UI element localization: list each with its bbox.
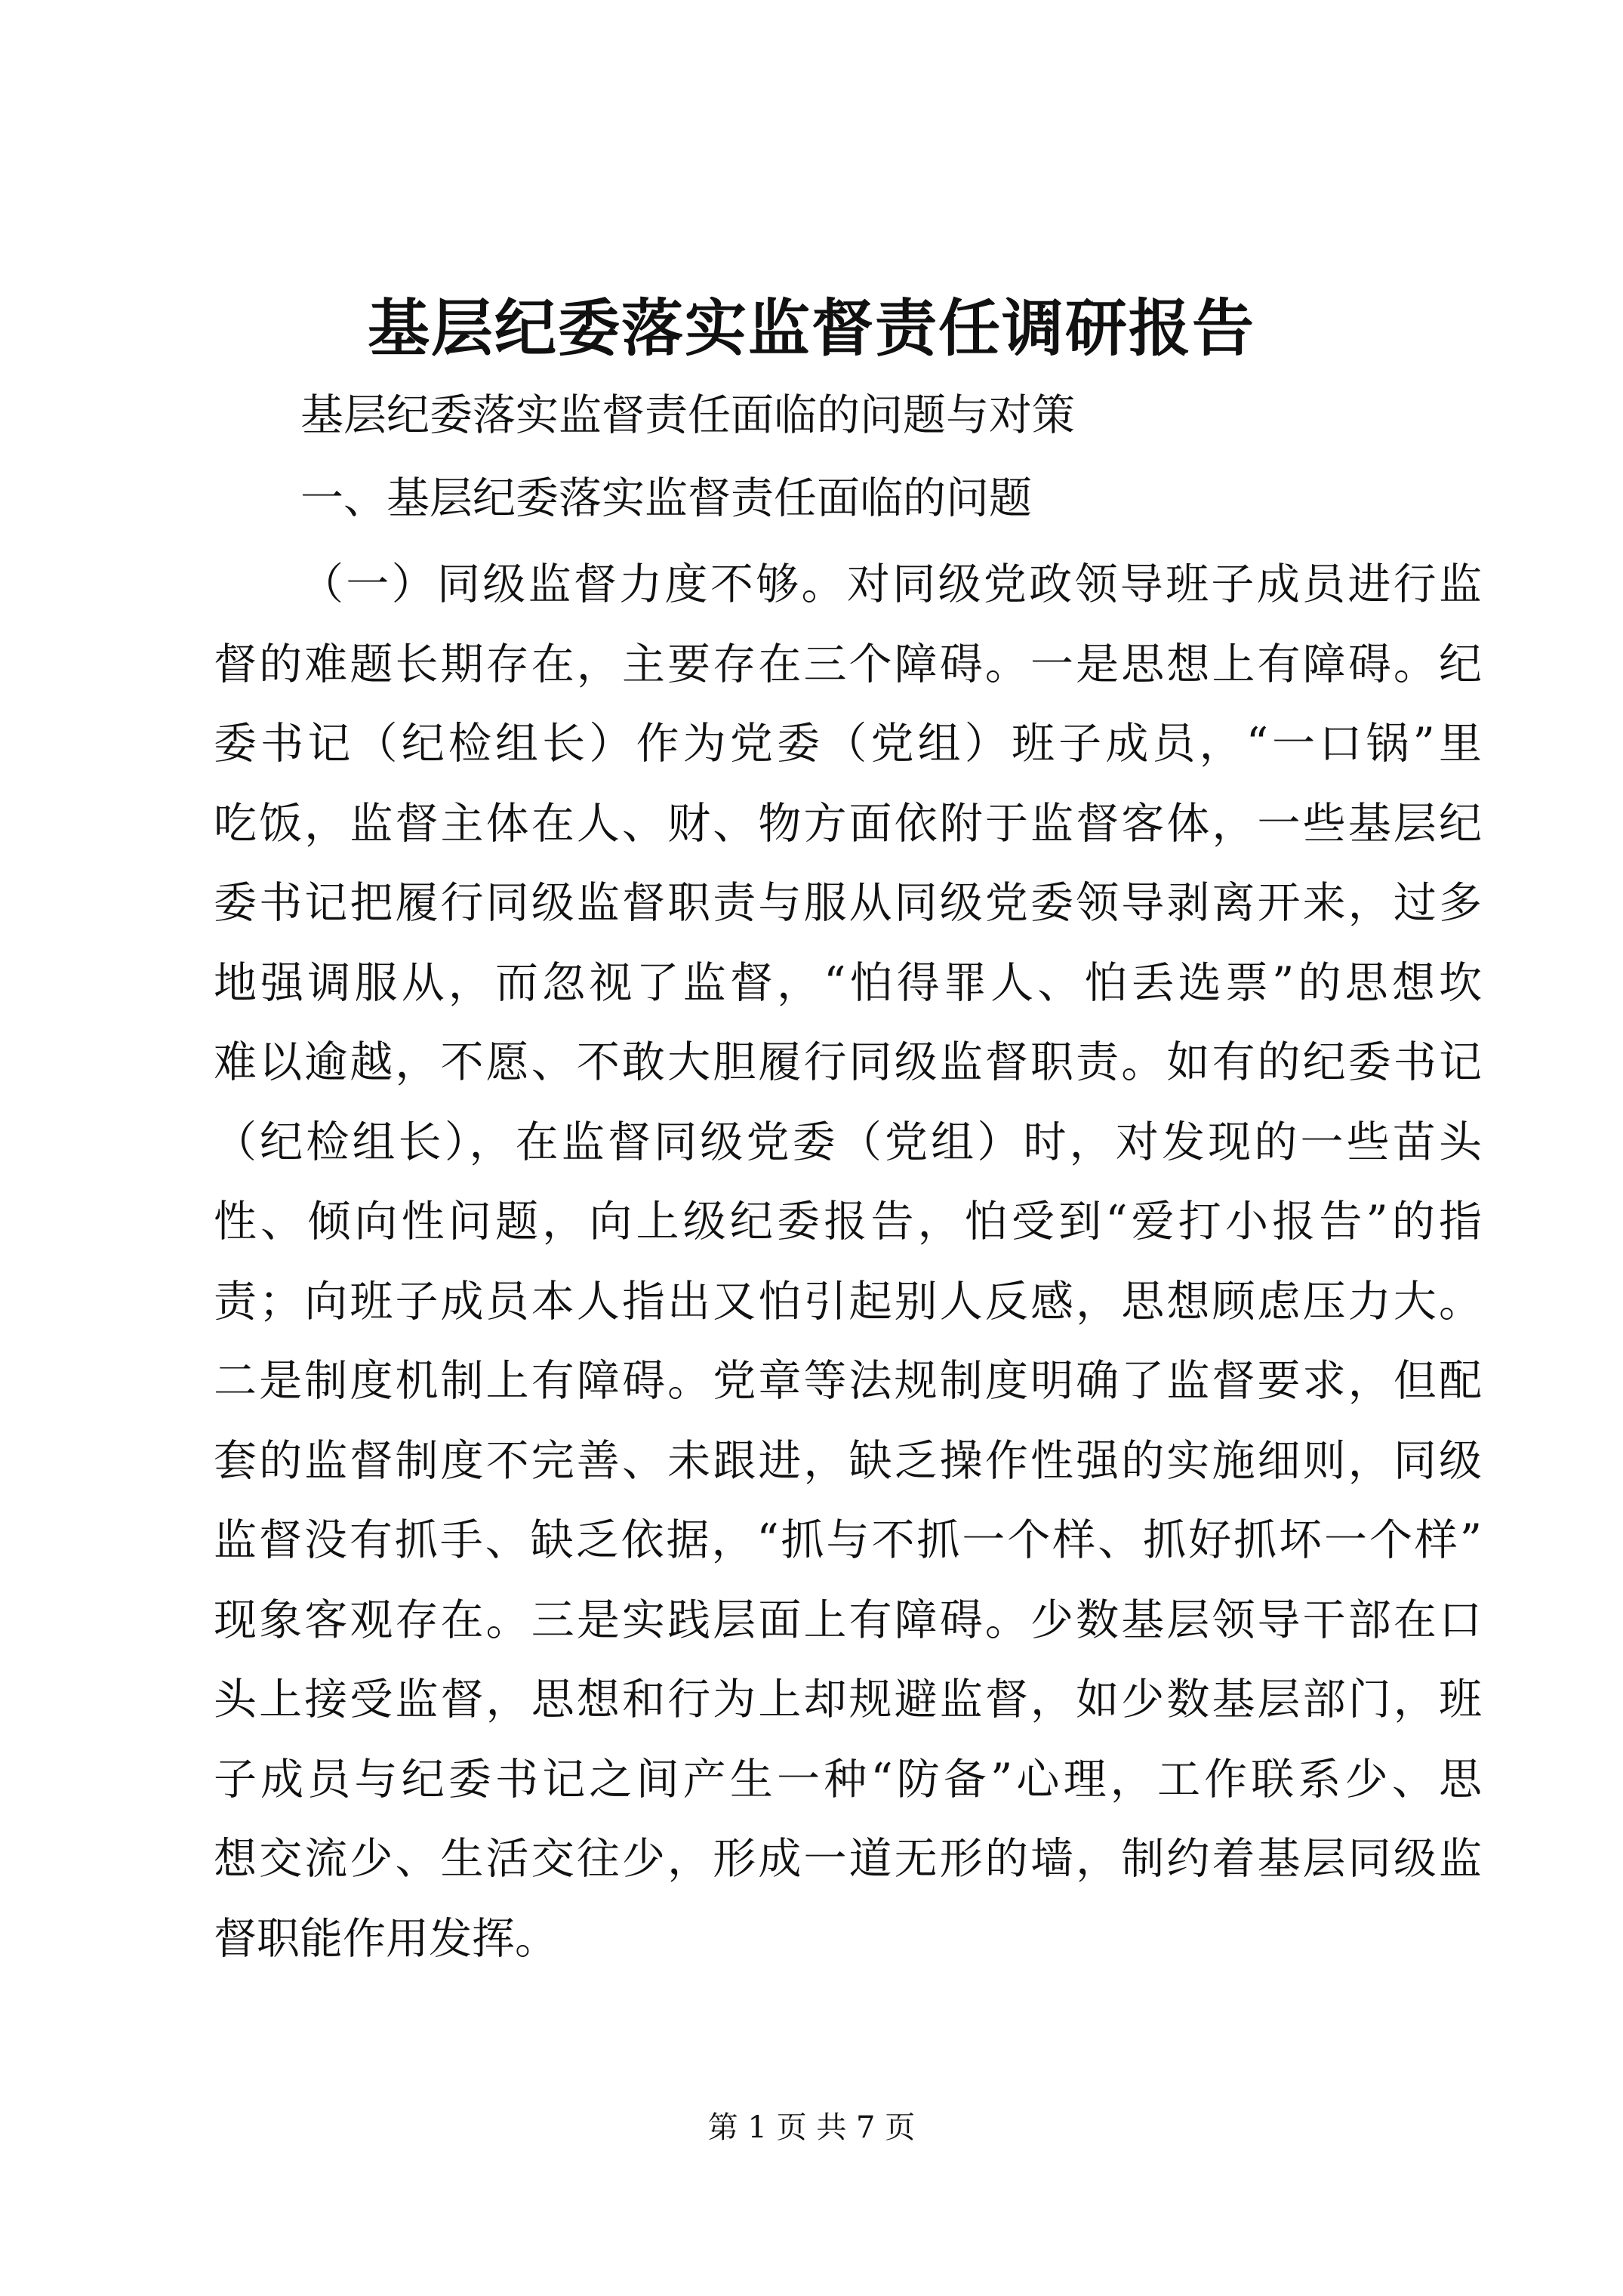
page-number-footer: 第 1 页 共 7 页 (707, 2110, 916, 2145)
paragraph-line: 性、倾向性问题，向上级纪委报告，怕受到“爱打小报告”的指 (214, 1197, 1482, 1247)
document-subtitle: 基层纪委落实监督责任面临的问题与对策 (300, 390, 1075, 440)
paragraph-line: （纪检组长），在监督同级党委（党组）时，对发现的一些苗头 (214, 1117, 1482, 1167)
paragraph-line: 吃饭，监督主体在人、财、物方面依附于监督客体，一些基层纪 (214, 798, 1482, 849)
paragraph-line: 套的监督制度不完善、未跟进，缺乏操作性强的实施细则，同级 (214, 1435, 1482, 1486)
paragraph-line: 现象客观存在。三是实践层面上有障碍。少数基层领导干部在口 (214, 1595, 1482, 1645)
paragraph-line: 想交流少、生活交往少，形成一道无形的墙，制约着基层同级监 (214, 1834, 1482, 1884)
paragraph-line: 督的难题长期存在，主要存在三个障碍。一是思想上有障碍。纪 (214, 639, 1482, 689)
section-heading: 一、基层纪委落实监督责任面临的问题 (300, 473, 1032, 523)
paragraph-line: 地强调服从，而忽视了监督，“怕得罪人、怕丢选票”的思想坎 (214, 957, 1482, 1008)
paragraph-line: 子成员与纪委书记之间产生一种“防备”心理，工作联系少、思 (214, 1754, 1482, 1804)
body-paragraph (214, 545, 1482, 1979)
paragraph-line: 委书记把履行同级监督职责与服从同级党委领导剥离开来，过多 (214, 878, 1482, 928)
paragraph-line: 责；向班子成员本人指出又怕引起别人反感，思想顾虑压力大。 (214, 1276, 1482, 1327)
document-title: 基层纪委落实监督责任调研报告 (367, 292, 1255, 365)
paragraph-line: 难以逾越，不愿、不敢大胆履行同级监督职责。如有的纪委书记 (214, 1037, 1482, 1087)
paragraph-line: 二是制度机制上有障碍。党章等法规制度明确了监督要求，但配 (214, 1356, 1482, 1406)
paragraph-line: 监督没有抓手、缺乏依据，“抓与不抓一个样、抓好抓坏一个样” (214, 1515, 1482, 1565)
paragraph-line: 头上接受监督，思想和行为上却规避监督，如少数基层部门，班 (214, 1675, 1482, 1724)
paragraph-line: 委书记（纪检组长）作为党委（党组）班子成员，“一口锅”里 (214, 719, 1482, 769)
paragraph-line: （一）同级监督力度不够。对同级党政领导班子成员进行监 (300, 559, 1482, 609)
paragraph-line: 督职能作用发挥。 (214, 1913, 558, 1964)
